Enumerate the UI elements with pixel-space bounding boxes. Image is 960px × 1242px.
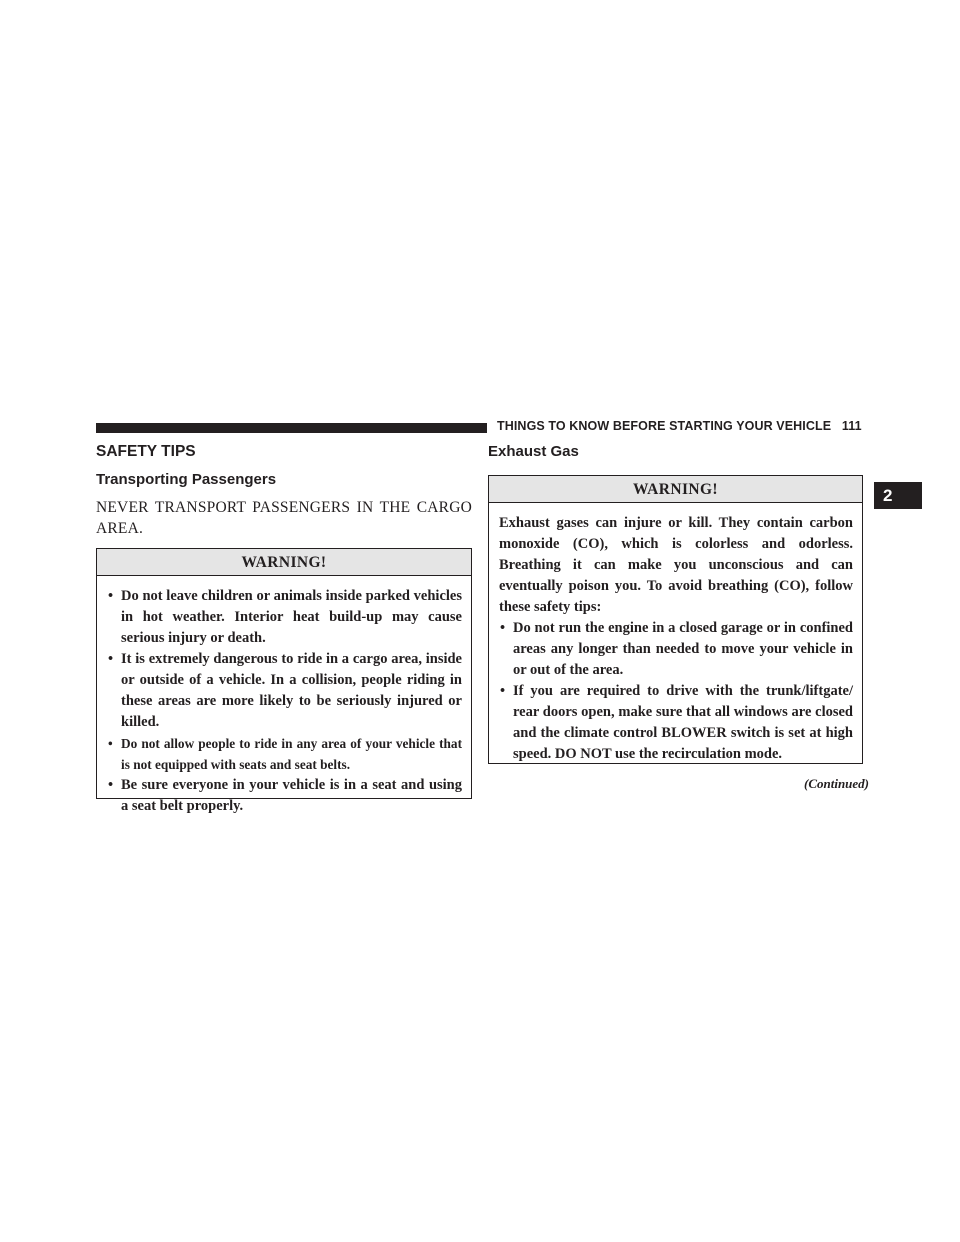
bullet-dot-icon: • xyxy=(108,736,113,751)
warning-box-passengers xyxy=(96,548,472,814)
running-header-title: THINGS TO KNOW BEFORE STARTING YOUR VEHICLE xyxy=(497,419,832,433)
warning-bullet xyxy=(107,733,462,775)
warning-box-exhaust xyxy=(488,475,863,764)
warning-bullet-text: Do not leave children or animals inside parked vehicles in hot weather. Interior heat build-up may cause serious injury or death. xyxy=(121,588,462,646)
warning-bullet-text: Do not run the engine in a closed garage or in confined areas any longer than needed to move your vehicle in or out of the area. xyxy=(513,620,853,678)
bullet-dot-icon: • xyxy=(108,777,114,793)
warning-intro: Exhaust gases can injure or kill. They contain carbon monoxide (CO), which is colorless and odorless. Breathing it can make you unconscious and can eventually poison you. To avoid breathing (CO), follow these safety tips: xyxy=(499,515,853,615)
chapter-tab: 2 xyxy=(874,482,922,509)
bullet-dot-icon: • xyxy=(500,620,506,636)
warning-bullet xyxy=(499,681,853,765)
cargo-area-paragraph: NEVER TRANSPORT PASSENGERS IN THE CARGO AREA. xyxy=(96,499,472,537)
bullet-dot-icon: • xyxy=(108,588,114,604)
bullet-dot-icon: • xyxy=(108,651,114,667)
warning-bullet xyxy=(499,618,853,681)
warning-bullet-text: Do not allow people to ride in any area of your vehicle that is not equipped with seats and seat belts. xyxy=(121,736,462,772)
section-title-safety-tips: SAFETY TIPS xyxy=(96,443,196,460)
header-rule-bar xyxy=(96,423,487,433)
warning-body xyxy=(97,576,471,817)
bullet-dot-icon: • xyxy=(500,683,506,699)
page-number: 111 xyxy=(841,419,862,433)
warning-bullet xyxy=(107,775,462,817)
warning-title: WARNING! xyxy=(97,549,471,576)
warning-bullet xyxy=(107,586,462,649)
warning-bullet xyxy=(107,649,462,733)
warning-bullet-text: If you are required to drive with the trunk/liftgate/ rear doors open, make sure that all windows are closed and the climate control BLOWER switch is set at high speed. DO NOT use the recirculation mode. xyxy=(513,683,853,762)
warning-title: WARNING! xyxy=(489,476,862,503)
running-header xyxy=(497,419,862,433)
continued-note: (Continued) xyxy=(804,776,870,791)
subsection-title-exhaust-gas: Exhaust Gas xyxy=(488,443,579,460)
warning-bullet-text: Be sure everyone in your vehicle is in a seat and using a seat belt properly. xyxy=(121,777,462,814)
warning-body xyxy=(489,503,862,765)
subsection-title-transporting-passengers: Transporting Passengers xyxy=(96,471,277,488)
warning-bullet-text: It is extremely dangerous to ride in a cargo area, inside or outside of a vehicle. In a collision, people riding in these areas are more likely to be seriously injured or killed. xyxy=(121,651,462,730)
